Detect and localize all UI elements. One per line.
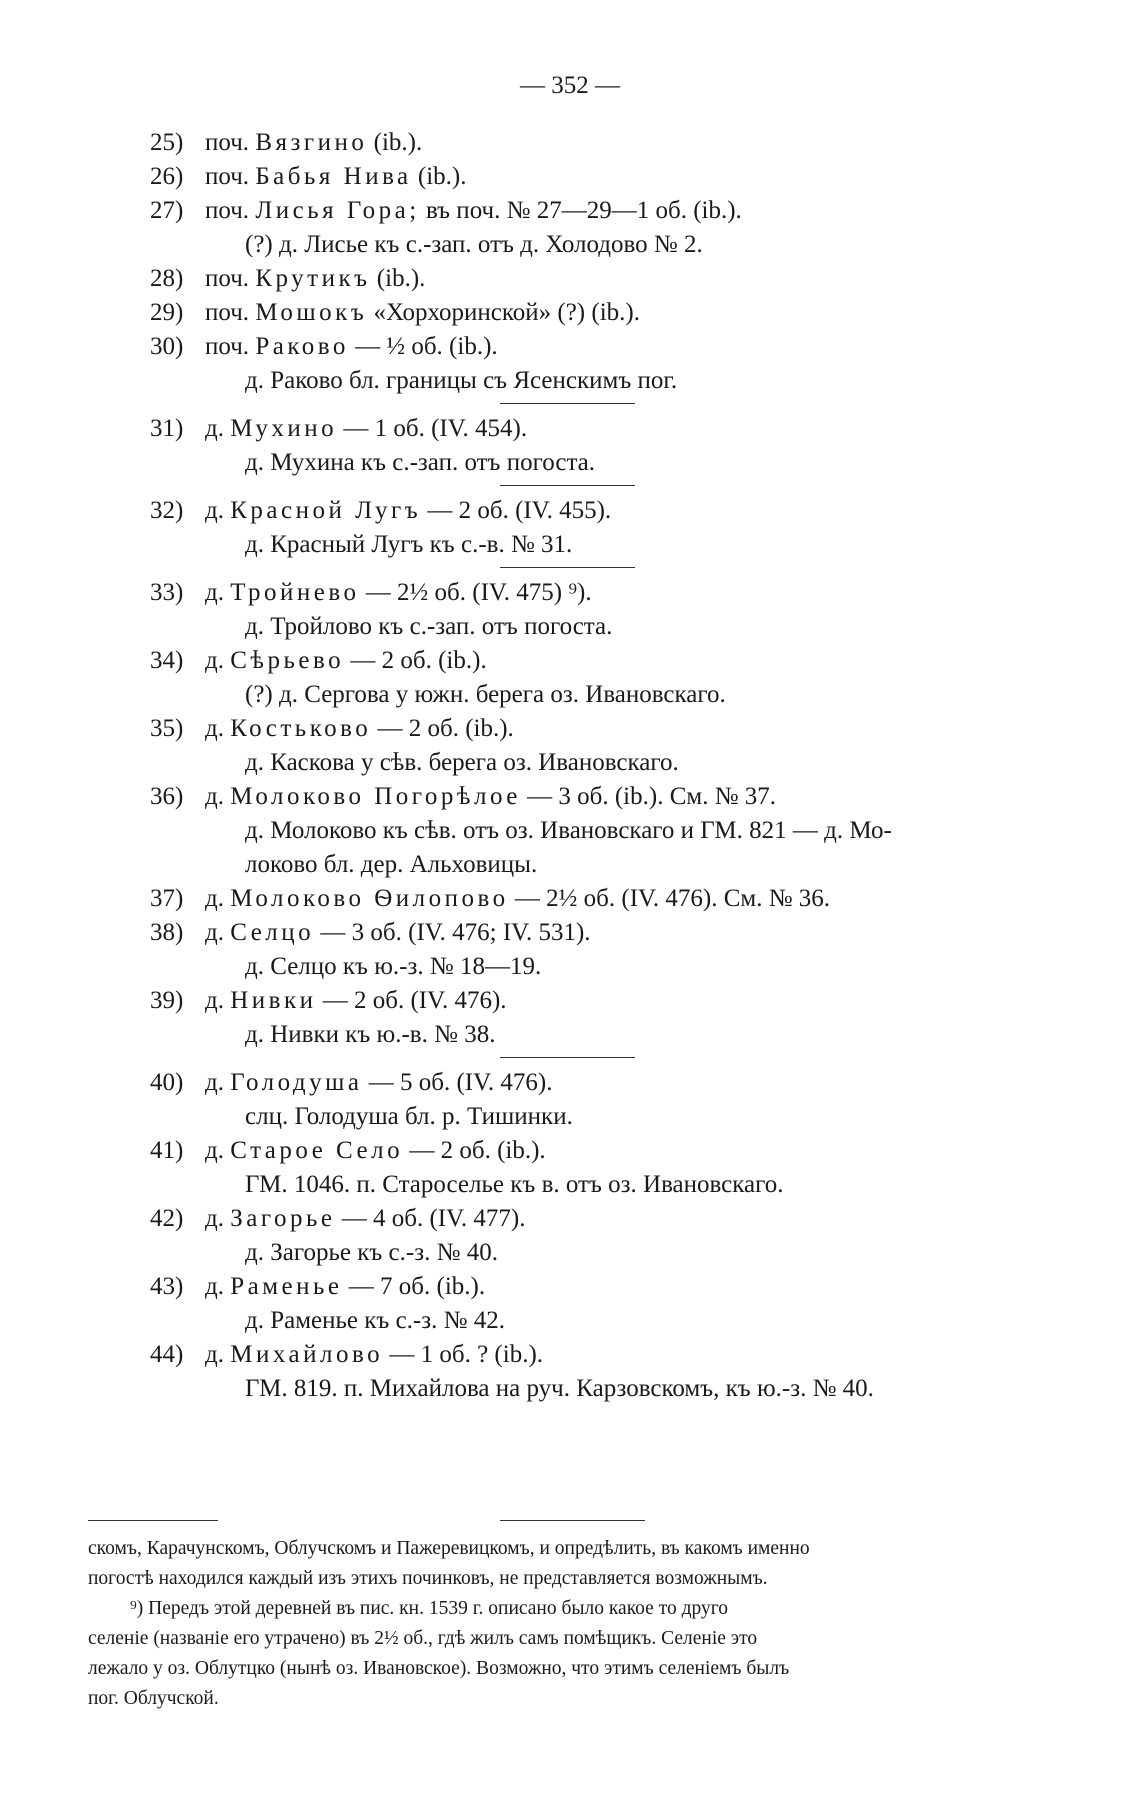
entry-details: — 1 об. (IV. 454). bbox=[343, 415, 528, 442]
entry-name: Раково bbox=[255, 333, 349, 360]
entry-details: въ поч. № 27—29—1 об. (ib.). bbox=[425, 197, 742, 224]
entry-note-line bbox=[0, 950, 1140, 984]
entry-line bbox=[0, 1202, 1140, 1236]
entry-note: локово бл. дер. Альховицы. bbox=[245, 851, 538, 878]
entry-note: д. Красный Лугъ къ с.-в. № 31. bbox=[245, 531, 573, 558]
entry-number: 35) bbox=[150, 715, 184, 742]
entry-note: ГМ. 1046. п. Староселье къ в. отъ оз. Ивановскаго. bbox=[245, 1171, 784, 1198]
entry-line bbox=[0, 882, 1140, 916]
footnote-text: селеніе (названіе его утрачено) въ 2½ об., гдѣ жилъ самъ помѣщикъ. Селеніе это bbox=[88, 1628, 758, 1649]
entry-name: Тройнево bbox=[230, 579, 360, 606]
entry-list bbox=[0, 126, 1140, 1406]
separator-rule bbox=[500, 1057, 635, 1058]
entry-note-line bbox=[0, 528, 1140, 562]
entry-note: д. Мухина къ с.-зап. отъ погоста. bbox=[245, 449, 596, 476]
entry-prefix: поч. bbox=[205, 129, 250, 156]
entry-number: 29) bbox=[150, 299, 184, 326]
entry-line bbox=[0, 1338, 1140, 1372]
entry-details: — 2½ об. (IV. 475) ⁹). bbox=[365, 579, 592, 606]
entry-heading bbox=[205, 984, 507, 1018]
entry-prefix: поч. bbox=[205, 265, 250, 292]
entry-note: д. Раково бл. границы съ Ясенскимъ пог. bbox=[245, 367, 678, 394]
entry-number: 26) bbox=[150, 163, 184, 190]
section-rule bbox=[500, 1520, 645, 1521]
entry-number: 28) bbox=[150, 265, 184, 292]
entry-prefix: поч. bbox=[205, 163, 250, 190]
entry-details: — 2 об. (ib.). bbox=[409, 1137, 546, 1164]
entry-details: — 4 об. (IV. 477). bbox=[341, 1205, 526, 1232]
entry-details: — 3 об. (ib.). См. № 37. bbox=[527, 783, 777, 810]
entry-heading bbox=[205, 296, 640, 330]
entry-heading bbox=[205, 576, 592, 610]
entry-name: Красной Лугъ bbox=[230, 497, 422, 524]
entry-note-line bbox=[0, 610, 1140, 644]
entry-note-line bbox=[0, 1236, 1140, 1270]
entry-number: 30) bbox=[150, 333, 184, 360]
entry-number: 25) bbox=[150, 129, 184, 156]
entry-heading bbox=[205, 1202, 526, 1236]
entry-note: д. Загорье къ с.-з. № 40. bbox=[245, 1239, 498, 1266]
entry-note: д. Раменье къ с.-з. № 42. bbox=[245, 1307, 505, 1334]
entry-line bbox=[0, 296, 1140, 330]
footnote-line bbox=[0, 1624, 1140, 1654]
entry-prefix: поч. bbox=[205, 299, 250, 326]
footnote-line bbox=[0, 1684, 1140, 1714]
separator-rule bbox=[500, 567, 635, 568]
entry-line bbox=[0, 330, 1140, 364]
entry-note-line bbox=[0, 1304, 1140, 1338]
entry-details: — 2 об. (IV. 455). bbox=[427, 497, 612, 524]
entry-note-line bbox=[0, 1168, 1140, 1202]
entry-details: — 2 об. (ib.). bbox=[377, 715, 514, 742]
entry-number: 41) bbox=[150, 1137, 184, 1164]
entry-heading bbox=[205, 916, 591, 950]
entry-note: д. Селцо къ ю.-з. № 18—19. bbox=[245, 953, 542, 980]
entry-line bbox=[0, 1270, 1140, 1304]
entry-prefix: д. bbox=[205, 987, 224, 1014]
entry-prefix: д. bbox=[205, 1273, 224, 1300]
entry-line bbox=[0, 412, 1140, 446]
entry-name: Вязгино bbox=[255, 129, 368, 156]
footnote-text: пог. Облучской. bbox=[88, 1688, 219, 1709]
entry-name: Голодуша bbox=[230, 1069, 363, 1096]
entry-note-line bbox=[0, 1100, 1140, 1134]
entry-details: — 3 об. (IV. 476; IV. 531). bbox=[320, 919, 591, 946]
entry-line bbox=[0, 1066, 1140, 1100]
entry-heading bbox=[205, 412, 527, 446]
entry-number: 37) bbox=[150, 885, 184, 912]
section-separator bbox=[0, 562, 1140, 576]
entry-heading bbox=[205, 1066, 553, 1100]
entry-details: «Хорхоринской» (?) (ib.). bbox=[373, 299, 640, 326]
separator-rule bbox=[500, 485, 635, 486]
entry-name: Михайлово bbox=[230, 1341, 384, 1368]
entry-details: (ib.). bbox=[417, 163, 467, 190]
entry-name: Загорье bbox=[230, 1205, 336, 1232]
entry-details: — 2½ об. (IV. 476). См. № 36. bbox=[514, 885, 831, 912]
entry-heading bbox=[205, 882, 830, 916]
entry-name: Сѣрьево bbox=[230, 647, 345, 674]
entry-line bbox=[0, 494, 1140, 528]
entry-number: 38) bbox=[150, 919, 184, 946]
footnote-lines bbox=[0, 1534, 1140, 1714]
entry-prefix: д. bbox=[205, 647, 224, 674]
entry-prefix: д. bbox=[205, 783, 224, 810]
entry-number: 40) bbox=[150, 1069, 184, 1096]
entry-line bbox=[0, 262, 1140, 296]
entry-heading bbox=[205, 126, 422, 160]
entry-note-line bbox=[0, 1372, 1140, 1406]
entry-details: — 7 об. (ib.). bbox=[348, 1273, 486, 1300]
entry-line bbox=[0, 780, 1140, 814]
entry-line bbox=[0, 984, 1140, 1018]
entry-note: д. Тройлово къ с.-зап. отъ погоста. bbox=[245, 613, 613, 640]
section-separator bbox=[0, 480, 1140, 494]
footnote-text: погостѣ находился каждый изъ этихъ починковъ, не представляется возможнымъ. bbox=[88, 1568, 768, 1589]
section-separator bbox=[0, 398, 1140, 412]
entry-line bbox=[0, 644, 1140, 678]
entry-number: 44) bbox=[150, 1341, 184, 1368]
entry-heading bbox=[205, 494, 611, 528]
entry-name: Молоково Погорѣлое bbox=[230, 783, 521, 810]
entry-heading bbox=[205, 1134, 546, 1168]
entry-prefix: д. bbox=[205, 1205, 224, 1232]
entry-heading bbox=[205, 1338, 543, 1372]
entry-prefix: д. bbox=[205, 415, 224, 442]
entry-note: (?) д. Сергова у южн. берега оз. Ивановскаго. bbox=[245, 681, 726, 708]
entry-prefix: поч. bbox=[205, 333, 250, 360]
entry-name: Костьково bbox=[230, 715, 372, 742]
entry-details: — 2 об. (IV. 476). bbox=[322, 987, 507, 1014]
footnote-line bbox=[0, 1654, 1140, 1684]
entry-prefix: д. bbox=[205, 919, 224, 946]
entry-name: Лисья Гора; bbox=[255, 197, 420, 224]
entry-number: 34) bbox=[150, 647, 184, 674]
entry-heading bbox=[205, 1270, 485, 1304]
entry-note-line bbox=[0, 678, 1140, 712]
entry-note: ГМ. 819. п. Михайлова на руч. Карзовскомъ, къ ю.-з. № 40. bbox=[245, 1375, 874, 1402]
entry-line bbox=[0, 126, 1140, 160]
entry-heading bbox=[205, 644, 487, 678]
entry-number: 36) bbox=[150, 783, 184, 810]
entry-name: Селцо bbox=[230, 919, 315, 946]
entry-heading bbox=[205, 712, 514, 746]
entry-number: 42) bbox=[150, 1205, 184, 1232]
entry-number: 32) bbox=[150, 497, 184, 524]
entry-note: д. Нивки къ ю.-в. № 38. bbox=[245, 1021, 496, 1048]
entry-prefix: д. bbox=[205, 885, 224, 912]
entry-name: Мухино bbox=[230, 415, 338, 442]
entry-number: 33) bbox=[150, 579, 184, 606]
entry-note-line bbox=[0, 814, 1140, 848]
entry-details: — 1 об. ? (ib.). bbox=[389, 1341, 544, 1368]
entry-name: Мошокъ bbox=[255, 299, 368, 326]
entry-prefix: д. bbox=[205, 715, 224, 742]
entry-number: 43) bbox=[150, 1273, 184, 1300]
entry-details: — ½ об. (ib.). bbox=[355, 333, 498, 360]
entry-details: (ib.). bbox=[373, 129, 423, 156]
entry-line bbox=[0, 160, 1140, 194]
entry-number: 31) bbox=[150, 415, 184, 442]
entry-line bbox=[0, 576, 1140, 610]
entry-note-line bbox=[0, 746, 1140, 780]
page-number: — 352 — bbox=[520, 72, 620, 99]
entry-heading bbox=[205, 330, 498, 364]
entry-prefix: поч. bbox=[205, 197, 250, 224]
entry-note-line bbox=[0, 848, 1140, 882]
footnote-rule bbox=[88, 1520, 218, 1521]
section-separator bbox=[0, 1052, 1140, 1066]
entry-name: Старое Село bbox=[230, 1137, 404, 1164]
entry-number: 27) bbox=[150, 197, 184, 224]
entry-prefix: д. bbox=[205, 579, 224, 606]
entry-line bbox=[0, 916, 1140, 950]
entry-line bbox=[0, 194, 1140, 228]
entry-note-line bbox=[0, 1018, 1140, 1052]
entry-note: слц. Голодуша бл. р. Тишинки. bbox=[245, 1103, 573, 1130]
entry-heading bbox=[205, 194, 742, 228]
entry-heading bbox=[205, 262, 425, 296]
entry-prefix: д. bbox=[205, 1137, 224, 1164]
entry-prefix: д. bbox=[205, 1069, 224, 1096]
entry-note-line bbox=[0, 228, 1140, 262]
footnote-line bbox=[0, 1534, 1140, 1564]
entry-name: Крутикъ bbox=[255, 265, 371, 292]
entry-prefix: д. bbox=[205, 497, 224, 524]
footnote-line bbox=[0, 1594, 1140, 1624]
footnote-line bbox=[0, 1564, 1140, 1594]
separator-rule bbox=[500, 403, 635, 404]
entry-note: д. Каскова у сѣв. берега оз. Ивановскаго. bbox=[245, 749, 679, 776]
entry-name: Нивки bbox=[230, 987, 317, 1014]
entry-line bbox=[0, 1134, 1140, 1168]
entry-note-line bbox=[0, 364, 1140, 398]
footnote-text: лежало у оз. Облутцко (нынѣ оз. Ивановское). Возможно, что этимъ селеніемъ былъ bbox=[88, 1658, 790, 1679]
entry-name: Молоково Ѳилопово bbox=[230, 885, 509, 912]
entry-prefix: д. bbox=[205, 1341, 224, 1368]
entry-line bbox=[0, 712, 1140, 746]
footnote-text: ⁹) Передъ этой деревней въ пис. кн. 1539 г. описано было какое то друго bbox=[130, 1598, 729, 1619]
entry-note: (?) д. Лисье къ с.-зап. отъ д. Холодово № 2. bbox=[245, 231, 703, 258]
entry-name: Раменье bbox=[230, 1273, 343, 1300]
footnote-text: скомъ, Карачунскомъ, Облучскомъ и Пажеревицкомъ, и опредѣлить, въ какомъ именно bbox=[88, 1538, 810, 1559]
entry-details: — 2 об. (ib.). bbox=[350, 647, 487, 674]
entry-details: — 5 об. (IV. 476). bbox=[368, 1069, 553, 1096]
entry-details: (ib.). bbox=[376, 265, 426, 292]
entry-number: 39) bbox=[150, 987, 184, 1014]
entry-heading bbox=[205, 780, 776, 814]
entry-note-line bbox=[0, 446, 1140, 480]
entry-heading bbox=[205, 160, 467, 194]
entry-name: Бабья Нива bbox=[255, 163, 412, 190]
entry-note: д. Молоково къ сѣв. отъ оз. Ивановскаго и ГМ. 821 — д. Мо- bbox=[245, 817, 892, 844]
